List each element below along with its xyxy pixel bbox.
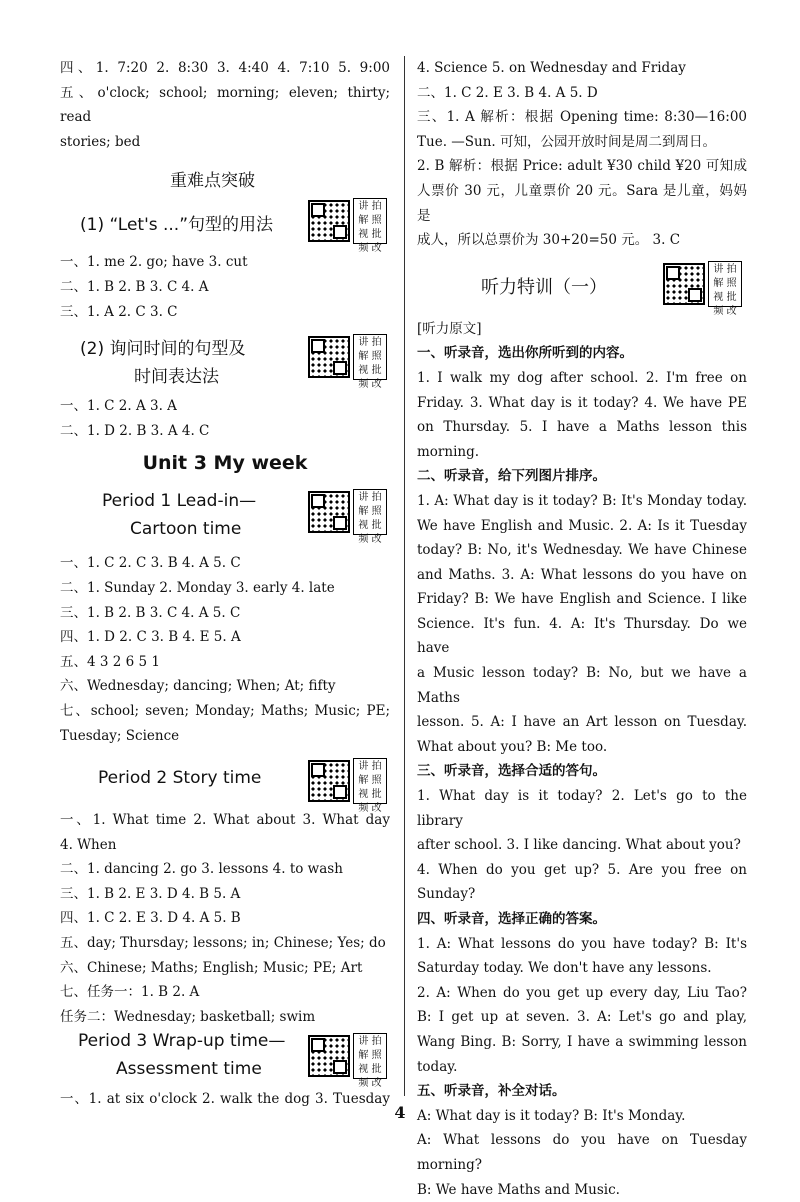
period1-header xyxy=(60,485,390,551)
transcript-line: 1. I walk my dog after school. 2. I'm free on xyxy=(417,369,747,386)
answer-line: 二、1. Sunday 2. Monday 3. early 4. late xyxy=(60,579,335,596)
listening-title: 听力特训（一） xyxy=(481,276,607,298)
transcript-line: Saturday today. We don't have any lessons. xyxy=(417,960,712,977)
sub2-title-line1: (2) 询问时间的句型及 xyxy=(80,339,246,360)
answer-line: 成人，所以总票价为 30+20=50 元。 3. C xyxy=(417,232,681,249)
answer-line: 二、1. D 2. B 3. A 4. C xyxy=(60,422,210,439)
answer-line: 一、1. What time 2. What about 3. What day xyxy=(60,812,390,829)
transcript-label: [听力原文] xyxy=(417,320,482,337)
answer-line: 六、Chinese; Maths; English; Music; PE; Art xyxy=(60,959,363,976)
transcript-line: B: We have Maths and Music. xyxy=(417,1181,620,1198)
section-major xyxy=(60,154,390,194)
period1-title-line1: Period 1 Lead-in— xyxy=(102,491,257,512)
qr-label: 讲 拍 解 照 视 批 频 改 xyxy=(353,198,387,244)
transcript-line: A: What day is it today? B: It's Monday. xyxy=(417,1107,686,1124)
answer-line: 四、1. 7:20 2. 8:30 3. 4:40 4. 7:10 5. 9:00 xyxy=(60,60,390,76)
qr-code[interactable] xyxy=(306,758,388,815)
period3-title-line1: Period 3 Wrap-up time— xyxy=(78,1031,286,1052)
qr-label: 讲 拍 解 照 视 批 频 改 xyxy=(353,1033,387,1079)
answer-line: 2. B 解析：根据 Price: adult ¥30 child ¥20 可知成 xyxy=(417,158,747,175)
transcript-line: 1. A: What lessons do you have today? B: It's xyxy=(417,935,747,952)
transcript-line: Sunday? xyxy=(417,886,476,903)
answer-line: 一、1. me 2. go; have 3. cut xyxy=(60,254,248,271)
transcript-line: today. xyxy=(417,1058,458,1075)
qr-code[interactable] xyxy=(306,489,388,546)
period2-title: Period 2 Story time xyxy=(98,768,262,789)
answer-line: 四、1. C 2. E 3. D 4. A 5. B xyxy=(60,910,241,927)
period3-header xyxy=(60,1029,390,1090)
period2-header xyxy=(60,748,390,815)
answer-line: Tue. —Sun. 可知，公园开放时间是周二到周日。 xyxy=(417,133,716,150)
transcript-line: on Thursday. 5. I have a Maths lesson this xyxy=(417,419,747,436)
answer-line: stories; bed xyxy=(60,133,141,150)
answer-line: 一、1. C 2. A 3. A xyxy=(60,398,177,415)
transcript-line: B: I get up at seven. 3. A: Let's go and play, xyxy=(417,1009,747,1026)
listening-header xyxy=(417,253,747,317)
qr-code[interactable] xyxy=(306,334,388,391)
question-heading: 四、听录音，选择正确的答案。 xyxy=(417,911,606,927)
answer-line: 三、1. B 2. B 3. C 4. A 5. C xyxy=(60,604,241,621)
answer-line: 三、1. B 2. E 3. D 4. B 5. A xyxy=(60,885,241,902)
qr-code[interactable] xyxy=(306,1033,388,1090)
section-major-title: 重难点突破 xyxy=(170,171,255,192)
answer-line: 4. Science 5. on Wednesday and Friday xyxy=(417,60,686,76)
period1-title-line2: Cartoon time xyxy=(130,519,242,540)
answer-line: 四、1. D 2. C 3. B 4. E 5. A xyxy=(60,629,241,646)
left-column xyxy=(60,56,390,1112)
answer-line: Tuesday; Science xyxy=(60,727,180,744)
transcript-line: A: What lessons do you have on Tuesday morning? xyxy=(417,1132,747,1173)
sub1-title: (1) “Let's ...”句型的用法 xyxy=(80,215,274,236)
transcript-line: We have English and Music. 2. A: Is it Tuesday xyxy=(417,517,747,534)
question-heading: 二、听录音，给下列图片排序。 xyxy=(417,468,606,485)
qr-code-icon xyxy=(308,336,350,378)
transcript-line: and Maths. 3. A: What lessons do you have on xyxy=(417,566,747,583)
answer-line: 七、任务一：1. B 2. A xyxy=(60,984,200,1001)
answer-line: 五、4 3 2 6 5 1 xyxy=(60,653,160,670)
transcript-line: What about you? B: Me too. xyxy=(417,738,608,755)
page-number: 4 xyxy=(394,1103,406,1122)
sub2-title-line2: 时间表达法 xyxy=(134,367,219,388)
answer-line: 二、1. B 2. B 3. C 4. A xyxy=(60,278,209,295)
qr-label: 讲 拍 解 照 视 批 频 改 xyxy=(353,489,387,535)
qr-label: 讲 拍 解 照 视 批 频 改 xyxy=(353,334,387,380)
answer-line: 五、day; Thursday; lessons; in; Chinese; Yes; do xyxy=(60,935,386,952)
transcript-line: after school. 3. I like dancing. What about you? xyxy=(417,837,741,854)
qr-code-icon xyxy=(308,760,350,802)
answer-line: 三、1. A 解析：根据 Opening time: 8:30—16:00 xyxy=(417,109,747,126)
answer-line: 一、1. at six o'clock 2. walk the dog 3. Tuesday xyxy=(60,1091,390,1108)
transcript-line: morning. xyxy=(417,443,480,460)
qr-code-icon xyxy=(663,263,705,305)
qr-code-icon xyxy=(308,1035,350,1077)
answer-line: 七、school; seven; Monday; Maths; Music; PE; xyxy=(60,702,390,719)
transcript-line: 2. A: When do you get up every day, Liu Tao? xyxy=(417,984,747,1001)
right-column xyxy=(417,56,747,1202)
qr-code[interactable] xyxy=(306,198,388,255)
qr-label: 讲 拍 解 照 视 批 频 改 xyxy=(708,261,742,307)
question-heading: 五、听录音，补全对话。 xyxy=(417,1083,566,1100)
qr-code-icon xyxy=(308,200,350,242)
qr-code-icon xyxy=(308,491,350,533)
answer-line: 4. When xyxy=(60,836,117,853)
transcript-line: a Music lesson today? B: No, but we have a Maths xyxy=(417,665,747,706)
transcript-line: Friday? B: We have English and Science. I like xyxy=(417,591,747,608)
sub2-header xyxy=(60,324,390,394)
unit-title: Unit 3 My week xyxy=(142,452,308,475)
transcript-line: 1. What day is it today? 2. Let's go to the library xyxy=(417,788,747,829)
transcript-line: lesson. 5. A: I have an Art lesson on Tuesday. xyxy=(417,714,747,731)
transcript-line: 1. A: What day is it today? B: It's Monday today. xyxy=(417,492,747,509)
answer-line: 二、1. dancing 2. go 3. lessons 4. to wash xyxy=(60,861,343,878)
period3-title-line2: Assessment time xyxy=(116,1059,262,1080)
answer-line: 五、o'clock; school; morning; eleven; thirty; read xyxy=(60,84,390,126)
question-heading: 一、听录音，选出你所听到的内容。 xyxy=(417,345,633,362)
answer-line: 六、Wednesday; dancing; When; At; fifty xyxy=(60,678,336,695)
answer-line: 二、1. C 2. E 3. B 4. A 5. D xyxy=(417,84,598,101)
answer-line: 任务二：Wednesday; basketball; swim xyxy=(60,1008,316,1025)
transcript-line: today? B: No, it's Wednesday. We have Chinese xyxy=(417,542,747,559)
qr-label: 讲 拍 解 照 视 批 频 改 xyxy=(353,758,387,804)
transcript-line: Science. It's fun. 4. A: It's Thursday. Do we have xyxy=(417,615,747,657)
transcript-line: Wang Bing. B: Sorry, I have a swimming lesson xyxy=(417,1033,747,1050)
question-heading: 三、听录音，选择合适的答句。 xyxy=(417,763,606,780)
sub1-header xyxy=(60,194,390,255)
column-divider xyxy=(404,56,405,1096)
transcript-line: Friday. 3. What day is it today? 4. We have PE xyxy=(417,394,747,411)
answer-line: 三、1. A 2. C 3. C xyxy=(60,303,178,320)
answer-line: 一、1. C 2. C 3. B 4. A 5. C xyxy=(60,555,241,572)
transcript-line: 4. When do you get up? 5. Are you free on xyxy=(417,861,747,878)
qr-code[interactable] xyxy=(661,261,743,317)
answer-line: 人票价 30 元，儿童票价 20 元。Sara 是儿童，妈妈是 xyxy=(417,182,747,224)
